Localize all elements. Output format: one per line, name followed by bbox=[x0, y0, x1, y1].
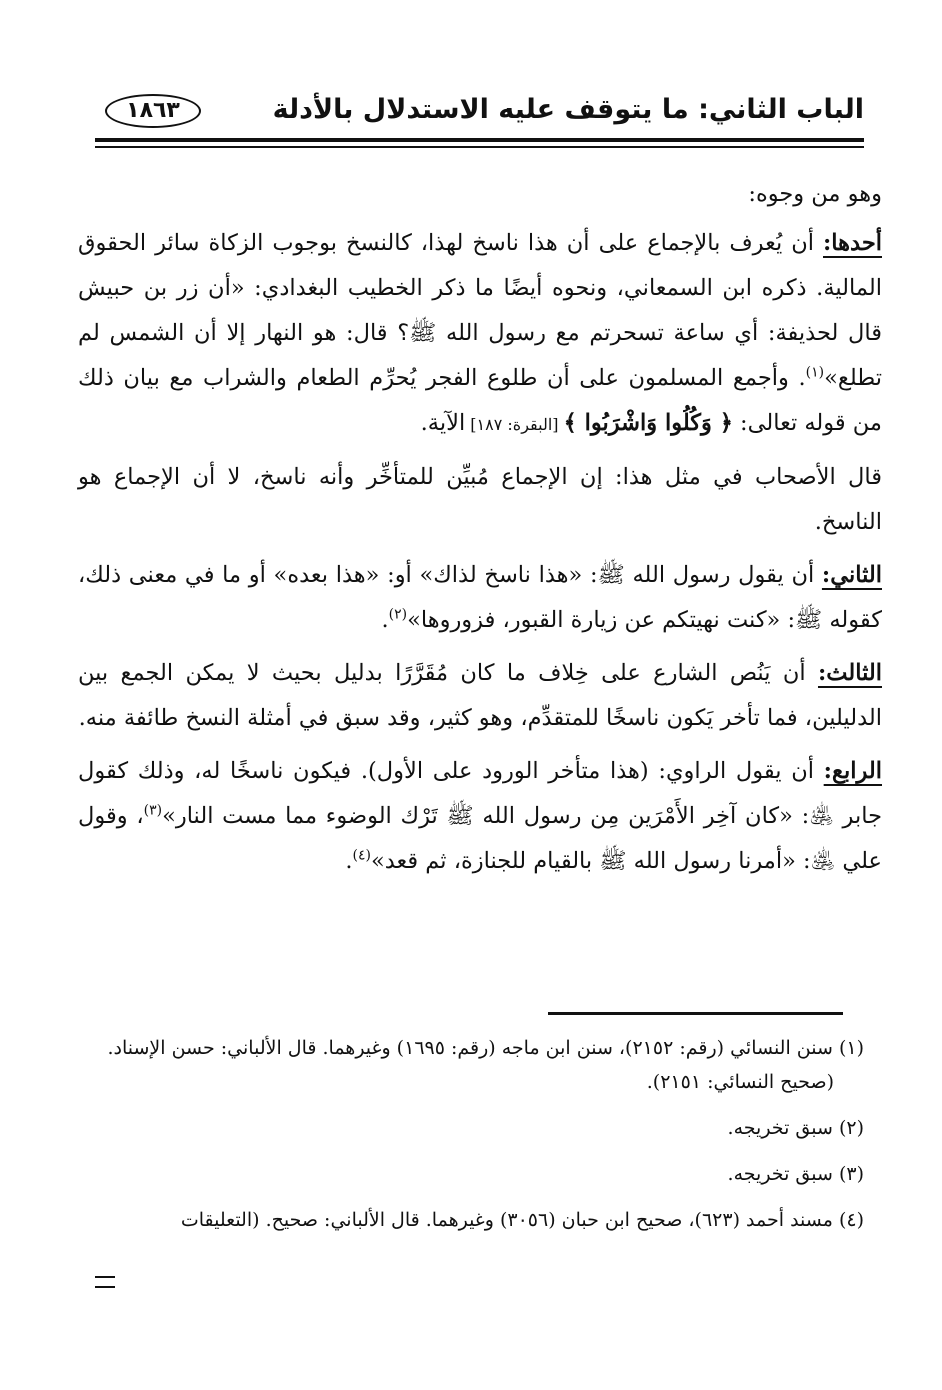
p4-text: أن يَنُص الشارع على خِلاف ما كان مُقَرَّرًا بدليل بحيث لا يمكن الجمع بين الدليلين، فما تأخر يَكون ناسخًا للمتقدِّم، وهو كثير، وقد سبق في أمثلة النسخ طائفة منه. bbox=[78, 660, 882, 731]
paragraph-first bbox=[78, 221, 882, 447]
p3-text-2: . bbox=[381, 607, 389, 633]
p5-text-2: ، وقول علي ﵁: «أمرنا رسول الله ﷺ بالقيام للجنازة، ثم قعد» bbox=[78, 803, 882, 874]
footnote-4: (٤) مسند أحمد (٦٢٣)، صحيح ابن حبان (٣٠٥٦) وغيرهما. قال الألباني: صحيح. (التعليقات bbox=[180, 1209, 864, 1231]
paragraph-ashab: قال الأصحاب في مثل هذا: إن الإجماع مُبيِّن للمتأخِّر وأنه ناسخ، لا أن الإجماع هو الناسخ. bbox=[78, 464, 882, 535]
p1-text-2: . وأجمع المسلمون على أن طلوع الفجر يُحرِّم الطعام والشراب مع بيان ذلك من قوله تعالى: bbox=[78, 365, 882, 436]
quran-reference: [البقرة: ١٨٧] bbox=[465, 415, 564, 434]
paragraph-second bbox=[78, 553, 882, 643]
chapter-title: الباب الثاني: ما يتوقف عليه الاستدلال بالأدلة bbox=[272, 94, 864, 125]
running-header bbox=[95, 92, 864, 132]
quran-verse: ﴿ وَكُلُوا وَاشْرَبُوا ﴾ bbox=[563, 410, 733, 436]
p3-text-1: أن يقول رسول الله ﷺ: «هذا ناسخ لذاك» أو: «هذا بعده» أو ما في معنى ذلك، كقوله ﷺ: «كنت نهيتكم عن زيارة القبور، فزوروها» bbox=[78, 562, 882, 633]
intro-line: وهو من وجوه: bbox=[748, 181, 882, 207]
paragraph-third bbox=[78, 651, 882, 741]
header-rule-thick bbox=[95, 138, 864, 142]
footnote-ref-1[interactable]: (١) bbox=[805, 364, 825, 381]
footnote-ref-3[interactable]: (٣) bbox=[143, 802, 163, 819]
p5-text-1: أن يقول الراوي: (هذا متأخر الورود على الأول). فيكون ناسخًا له، وذلك كقول جابر ﵁: «كان آخِر الأَمْرَين مِن رسول الله ﷺ تَرْك الوضوء مما مست النار» bbox=[78, 758, 882, 829]
footnote-3: (٣) سبق تخريجه. bbox=[727, 1163, 864, 1185]
page-number: ١٨٦٣ bbox=[105, 94, 201, 128]
footnote-1: (١) سنن النسائي (رقم: ٢١٥٢)، سنن ابن ماجه (رقم: ١٦٩٥) وغيرهما. قال الألباني: حسن الإسناد. bbox=[107, 1037, 864, 1059]
lead-fourth: الرابع: bbox=[823, 758, 882, 784]
p1-text-1: أن يُعرف بالإجماع على أن هذا ناسخ لهذا، كالنسخ بوجوب الزكاة سائر الحقوق المالية. ذكره ابن السمعاني، ونحوه أيضًا ما ذكر الخطيب البغدادي: «أن زر بن حبيش قال لحذيفة: أي ساعة تسحرتم مع رسول الله ﷺ؟ قال: هو النهار إلا أن الشمس لم تطلع» bbox=[78, 230, 882, 391]
lead-first: أحدها: bbox=[823, 230, 882, 256]
continuation-mark bbox=[95, 1276, 115, 1288]
p1-text-3: الآية. bbox=[420, 410, 466, 436]
lead-third: الثالث: bbox=[817, 660, 882, 686]
footnote-ref-2[interactable]: (٢) bbox=[388, 606, 408, 623]
main-text bbox=[78, 172, 882, 892]
header-rule-thin bbox=[95, 146, 864, 148]
paragraph-fourth bbox=[78, 749, 882, 884]
footnote-2: (٢) سبق تخريجه. bbox=[727, 1117, 864, 1139]
footnote-1-continued: (صحيح النسائي: ٢١٥١). bbox=[646, 1071, 834, 1093]
footnote-ref-4[interactable]: (٤) bbox=[352, 847, 371, 864]
lead-second: الثاني: bbox=[821, 562, 882, 588]
p5-text-3: . bbox=[345, 848, 353, 874]
footnote-separator bbox=[548, 1012, 843, 1015]
footnotes bbox=[78, 1036, 864, 1254]
